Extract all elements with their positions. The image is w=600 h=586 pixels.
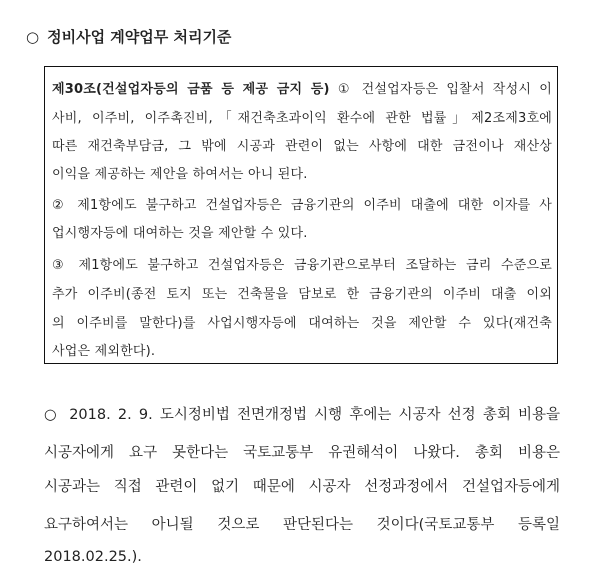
heading-bullet: ○ — [26, 28, 40, 46]
article-line-5: ② 제1항에도 불구하고 건설업자등은 금융기관의 이주비 대출에 대한 이자를 사 — [52, 198, 552, 213]
article-line-1: 제30조(건설업자등의 금품 등 제공 금지 등) ① 건설업자등은 입찰서 작성시 이 — [52, 82, 553, 97]
paragraph-bullet: ○ — [44, 407, 60, 423]
article-line-7: ③ 제1항에도 불구하고 건설업자등은 금융기관으로부터 조달하는 금리 수준으로 — [52, 258, 552, 273]
paragraph-line-2: 시공자에게 요구 못한다는 국토교통부 유권해석이 나왔다. 총회 비용은 — [44, 445, 560, 461]
article-line-6: 업시행자등에 대여하는 것을 제안할 수 있다. — [52, 226, 308, 241]
heading-title: 정비사업 계약업무 처리기준 — [47, 28, 232, 46]
article-line-8: 추가 이주비(종전 토지 또는 건축물을 담보로 한 금융기관의 이주비 대출 이외 — [52, 287, 552, 302]
paragraph-line-4: 요구하여서는 아니될 것으로 판단된다는 것이다(국토교통부 등록일 — [44, 517, 560, 533]
article-line-10: 사업은 제외한다). — [52, 344, 156, 359]
section-heading — [26, 26, 231, 47]
article-line-4: 이익을 제공하는 제안을 하여서는 아니 된다. — [52, 167, 308, 182]
article-label: 제30조(건설업자등의 금품 등 제공 금지 등) — [52, 82, 330, 97]
article-line-3: 따른 재건축부담금, 그 밖에 시공과 관련이 없는 사항에 대한 금전이나 재산상 — [52, 139, 552, 154]
paragraph-line-1: ○ 2018. 2. 9. 도시정비법 전면개정법 시행 후에는 시공자 선정 총회 비용을 — [44, 407, 561, 423]
paragraph-line-5: 2018.02.25.). — [44, 549, 142, 565]
paragraph-line-3: 시공과는 직접 관련이 없기 때문에 시공자 선정과정에서 건설업자등에게 — [44, 479, 560, 495]
article-line-9: 의 이주비를 말한다)를 사업시행자등에 대여하는 것을 제안할 수 있다(재건축 — [52, 316, 552, 331]
article-line-2: 사비, 이주비, 이주촉진비,「재건축초과이익 환수에 관한 법률」제2조제3호에 — [52, 111, 552, 126]
